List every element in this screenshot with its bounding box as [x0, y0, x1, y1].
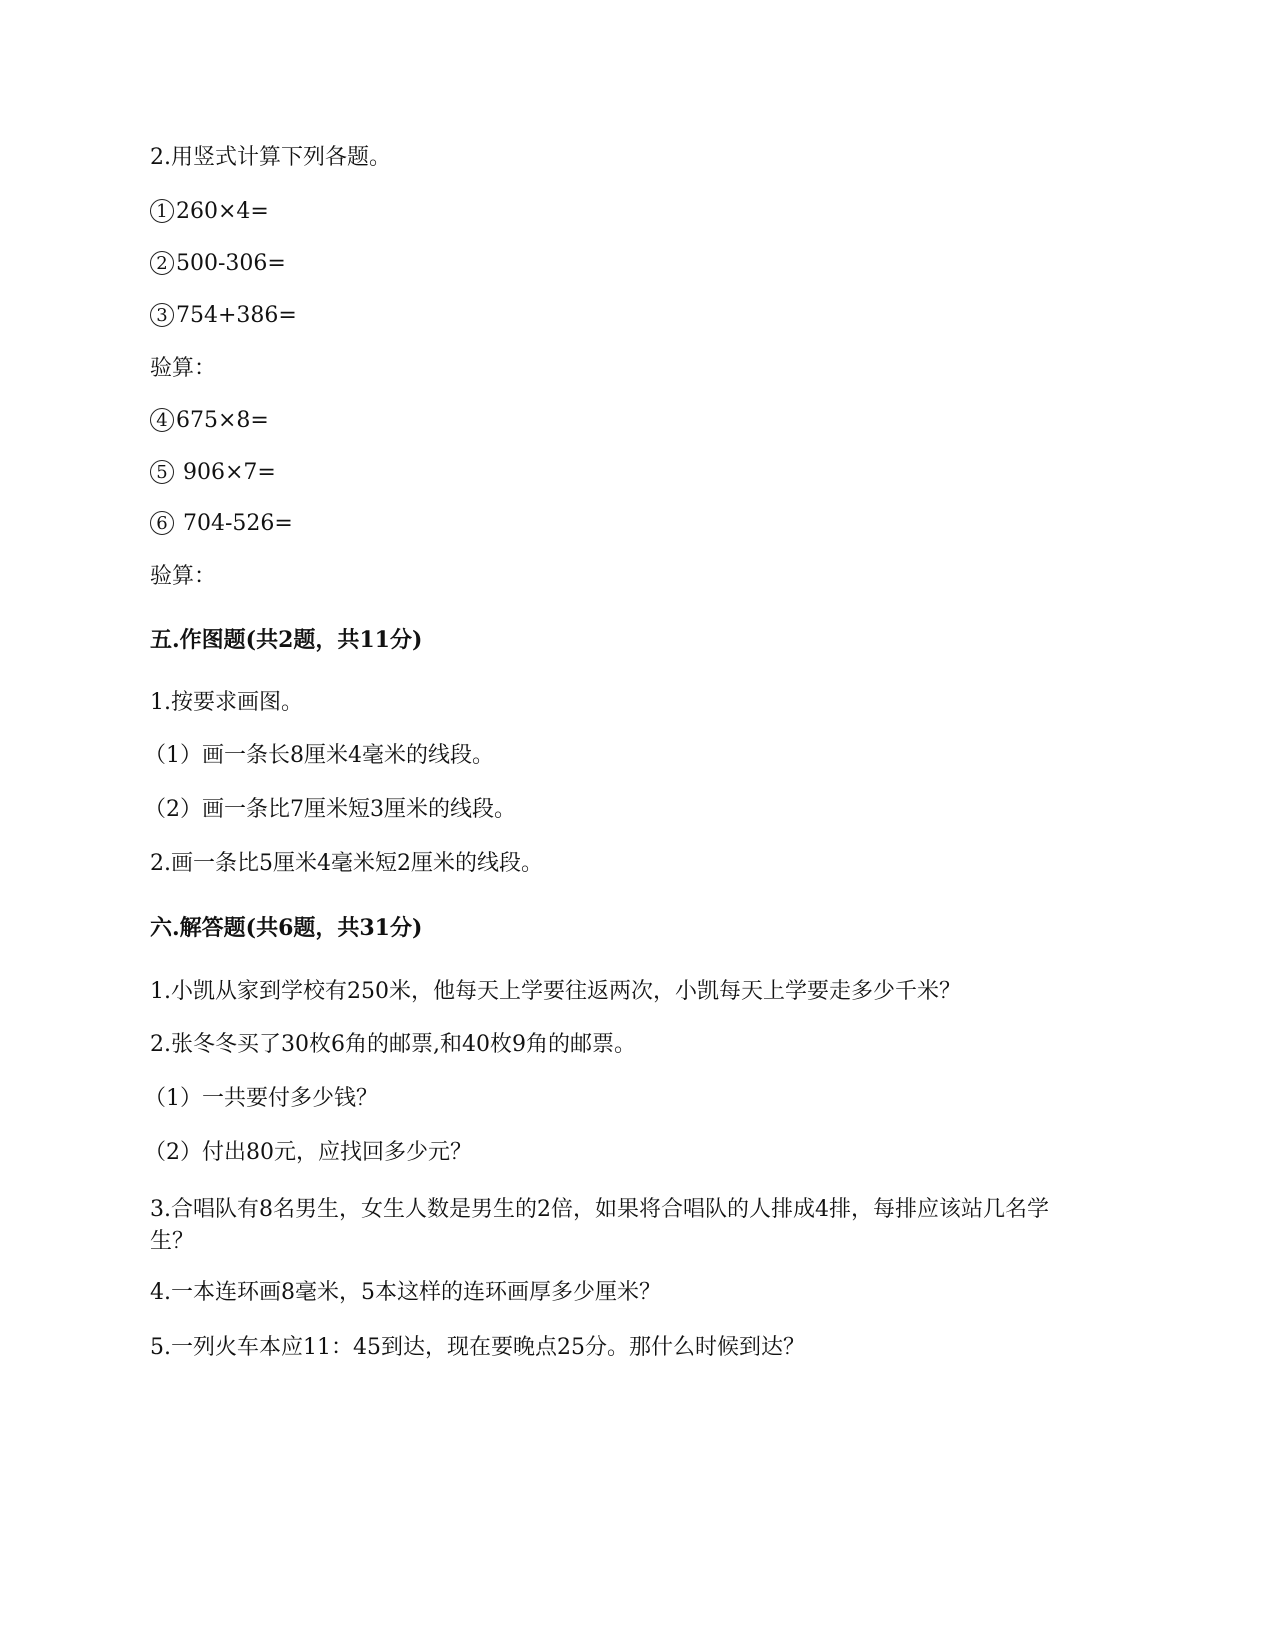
circled-number: 4: [150, 408, 174, 432]
section-heading: 五.作图题(共2题，共11分): [150, 627, 423, 653]
sub-question: （1）画一条长8厘米4毫米的线段。: [144, 743, 494, 768]
circled-number: 6: [150, 511, 174, 535]
check-label: 验算：: [150, 356, 217, 381]
circled-number: 2: [150, 251, 174, 275]
calc-item: [150, 196, 1125, 228]
circled-number: 1: [150, 199, 174, 223]
calc-expression: 675×8=: [176, 408, 269, 433]
question-text: 1.按要求画图。: [150, 690, 303, 715]
calc-item: [150, 457, 1125, 489]
calc-expression: 500-306=: [176, 251, 286, 276]
calc-item: [150, 300, 1125, 332]
section-heading: 六.解答题(共6题，共31分): [150, 915, 423, 941]
question-text: 1.小凯从家到学校有250米，他每天上学要往返两次，小凯每天上学要走多少千米？: [150, 979, 961, 1004]
calc-expression: 906×7=: [176, 460, 276, 485]
calc-item: [150, 508, 1125, 540]
circled-number: 5: [150, 460, 174, 484]
question-text: 5.一列火车本应11：45到达，现在要晚点25分。那什么时候到达？: [150, 1335, 805, 1360]
calc-item: [150, 248, 1125, 280]
question-text: 4.一本连环画8毫米，5本这样的连环画厚多少厘米？: [150, 1280, 661, 1305]
calc-expression: 704-526=: [176, 511, 293, 536]
sub-question: （2）付出80元，应找回多少元？: [144, 1140, 472, 1165]
question-text: 2.画一条比5厘米4毫米短2厘米的线段。: [150, 851, 543, 876]
question-text: 2.用竖式计算下列各题。: [150, 145, 391, 170]
question-text: 2.张冬冬买了30枚6角的邮票,和40枚9角的邮票。: [150, 1032, 636, 1057]
calc-item: [150, 405, 1125, 437]
check-label: 验算：: [150, 564, 217, 589]
sub-question: （1）一共要付多少钱？: [144, 1086, 378, 1111]
calc-expression: 260×4=: [176, 199, 269, 224]
circled-number: 3: [150, 303, 174, 327]
question-text: 3.合唱队有8名男生，女生人数是男生的2倍，如果将合唱队的人排成4排，每排应该站几名学生？: [150, 1197, 1049, 1254]
sub-question: （2）画一条比7厘米短3厘米的线段。: [144, 797, 516, 822]
calc-expression: 754+386=: [176, 303, 297, 328]
